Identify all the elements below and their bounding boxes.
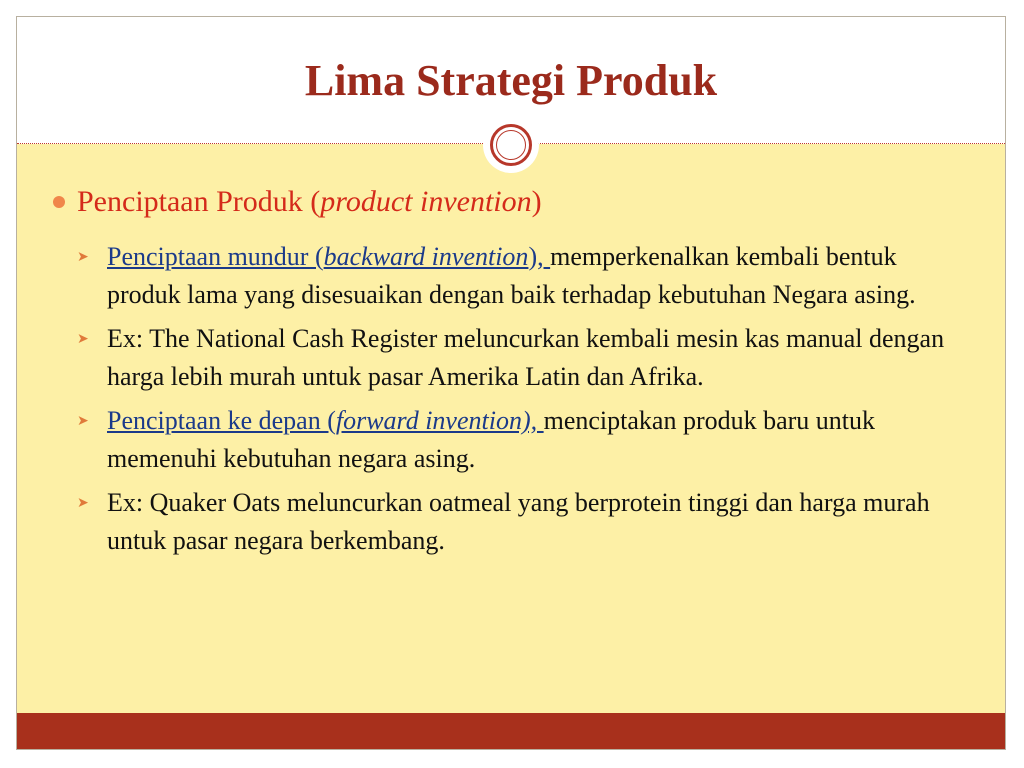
list-item (77, 402, 967, 478)
level1-italic: product invention (320, 185, 532, 218)
slide-title: Lima Strategi Produk (304, 56, 718, 105)
backward-invention-link[interactable] (107, 242, 550, 271)
arrow-right-icon: ➤ (77, 249, 89, 265)
content-area (17, 144, 1005, 715)
level1-bullet-item (53, 184, 983, 220)
arrow-right-icon: ➤ (77, 331, 89, 347)
double-circle-ornament-icon (483, 117, 539, 173)
arrow-right-icon: ➤ (77, 413, 89, 429)
ornament-inner-ring (496, 130, 526, 160)
link-italic-text: backward invention (323, 242, 529, 271)
link-text: Penciptaan mundur ( (107, 242, 324, 271)
slide (16, 16, 1006, 750)
level1-label: Penciptaan Produk ( (77, 185, 321, 218)
filled-circle-bullet-icon (53, 196, 65, 208)
item-text: menciptakan produk baru untuk memenuhi kebutuhan negara asing. (107, 406, 876, 473)
list-item (77, 320, 967, 396)
item-text: Ex: The National Cash Register meluncurkan kembali mesin kas manual dengan harga lebih murah untuk pasar Amerika Latin dan Afrika. (107, 324, 945, 391)
sub-bullet-list (77, 238, 967, 566)
link-italic-text: forward invention), (335, 406, 544, 435)
arrow-right-icon: ➤ (77, 495, 89, 511)
item-text: Ex: Quaker Oats meluncurkan oatmeal yang berprotein tinggi dan harga murah untuk pasar negara berkembang. (107, 488, 930, 555)
level1-text (53, 184, 983, 220)
level1-close: ) (531, 185, 542, 218)
forward-invention-link[interactable] (107, 406, 544, 435)
link-text-end: ), (528, 242, 551, 271)
list-item (77, 238, 967, 314)
list-item (77, 484, 967, 560)
item-text: memperkenalkan kembali bentuk produk lama yang disesuaikan dengan baik terhadap kebutuhan Negara asing. (107, 242, 916, 309)
link-text: Penciptaan ke depan ( (107, 406, 336, 435)
bottom-bar (17, 713, 1005, 749)
